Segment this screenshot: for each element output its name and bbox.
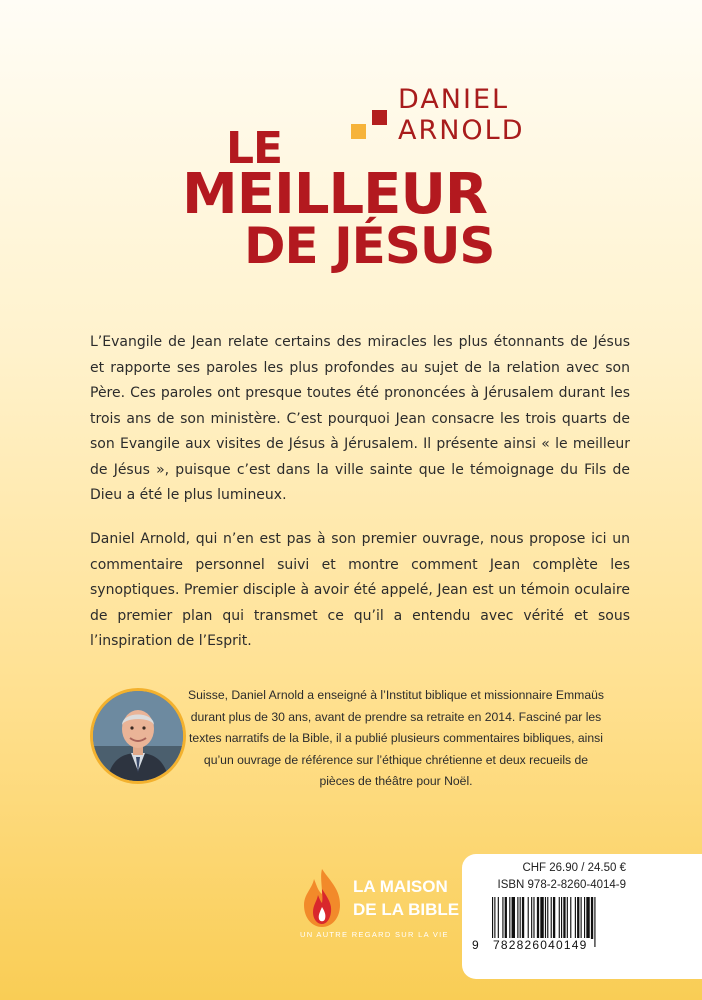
barcode-first-digit: 9 [472, 938, 479, 952]
author-last-name: ARNOLD [398, 115, 525, 146]
summary-paragraph: Daniel Arnold, qui n’en est pas à son premier ouvrage, nous propose ici un commentaire personnel suivi et montre comment Jean complète les synoptiques. Premier disciple à avoir été appelé, Jean est un témoin oculaire de premier plan qui transmet ce qu’il a entendu avec vérité et sous l’inspiration de l’Esprit. [90, 531, 630, 649]
author-photo [90, 688, 186, 784]
author-first-name: DANIEL [398, 84, 510, 115]
author-biography: Suisse, Daniel Arnold a enseigné à l’Institut biblique et missionnaire Emmaüs durant plus de 30 ans, avant de prendre sa retraite en 2014. Fasciné par les textes narratifs de la Bible, il a publié plusieurs commentaires bibliques, ainsi qu’un ouvrage de référence sur l’éthique chrétienne et deux recueils de pièces de théâtre pour Noël. [188, 688, 604, 788]
author-name [398, 84, 525, 146]
title-line-3: DE JÉSUS [244, 217, 495, 275]
title-line-1: LE [226, 123, 283, 174]
publisher-name-line-1: LA MAISON [353, 877, 448, 896]
yellow-square-ornament [351, 124, 366, 139]
flame-logo-icon [300, 867, 344, 931]
publisher-name [353, 875, 459, 921]
summary-paragraph: L’Evangile de Jean relate certains des miracles les plus étonnants de Jésus et rapporte ses paroles les plus profondes au sujet de la relation avec son Père. Ces paroles ont presque toutes été prononcées à Jérusalem durant les trois ans de son ministère. C’est pourquoi Jean consacre les trois quarts de son Evangile aux visites de Jésus à Jérusalem. Il présente ainsi « le meilleur de Jésus », puisque c’est dans la ville sainte que le témoignage du Fils de Dieu a été le plus lumineux. [90, 334, 630, 503]
isbn-label: ISBN 978-2-8260-4014-9 [497, 879, 626, 891]
red-square-ornament [372, 110, 387, 125]
title-line-2: MEILLEUR [182, 162, 488, 227]
author-portrait-image [93, 691, 183, 781]
price-label: CHF 26.90 / 24.50 € [522, 862, 626, 874]
publisher-name-line-2: DE LA BIBLE [353, 900, 460, 919]
barcode-digits: 782826040149 [493, 938, 588, 952]
publisher-tagline: UN AUTRE REGARD SUR LA VIE [300, 930, 449, 939]
